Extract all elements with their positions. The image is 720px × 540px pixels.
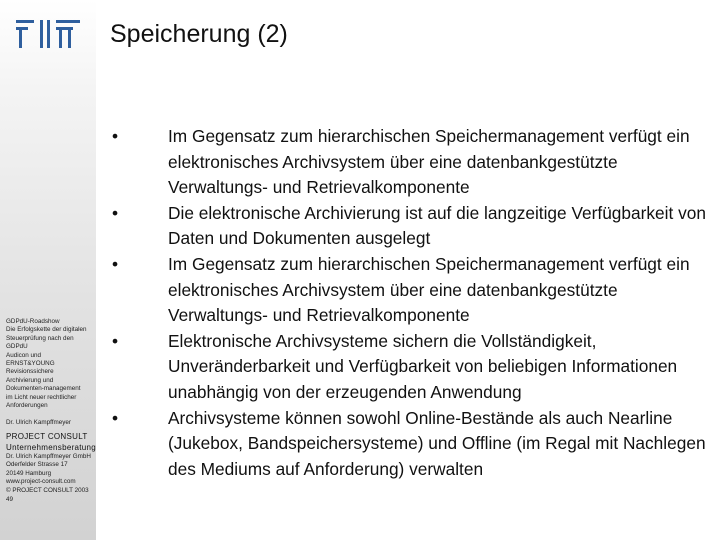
bullet-icon: • <box>112 330 119 351</box>
roadshow-line: GDPdU <box>6 343 28 351</box>
roadshow-block <box>6 318 94 410</box>
pc-logo-icon <box>16 18 80 50</box>
bullet-icon: • <box>112 202 119 223</box>
company-city: 20149 Hamburg <box>6 469 52 477</box>
roadshow-line: Dokumenten-management <box>6 385 81 393</box>
company-website: www.project-consult.com <box>6 478 76 486</box>
bullet-item <box>112 329 712 406</box>
sidebar-info <box>6 318 97 504</box>
slide-title: Speicherung (2) <box>110 20 288 48</box>
bullet-text: Im Gegensatz zum hierarchischen Speichermanagement verfügt ein elektronisches Archivsystem über eine datenbankgestützte Verwaltungs- und Retrievalkomponente <box>168 126 690 198</box>
sidebar <box>0 0 96 540</box>
roadshow-line: im Licht neuer rechtlicher <box>6 393 77 401</box>
roadshow-line: Die Erfolgskette der digitalen <box>6 326 87 334</box>
bullet-icon: • <box>112 126 119 146</box>
author-name: Dr. Ulrich Kampffmeyer <box>6 419 71 427</box>
bullet-item <box>112 406 712 483</box>
bullet-list <box>112 124 712 482</box>
bullet-item <box>112 201 712 252</box>
roadshow-line: Steuerprüfung nach den <box>6 334 74 342</box>
bullet-text: Die elektronische Archivierung ist auf die langzeitige Verfügbarkeit von Daten und Dokumenten ausgelegt <box>168 202 706 249</box>
roadshow-line: ERNST&YOUNG <box>6 360 55 368</box>
roadshow-line: Revisionssichere <box>6 368 54 376</box>
page-number: 49 <box>6 495 14 503</box>
bullet-icon: • <box>112 407 119 428</box>
company-subtitle: Unternehmensberatung <box>6 442 97 452</box>
bullet-item <box>112 124 712 201</box>
roadshow-line: Anforderungen <box>6 402 48 410</box>
bullet-text: Archivsysteme können sowohl Online-Bestände als auch Nearline (Jukebox, Bandspeichersysteme) und Offline (im Regal mit Nachlegen des Mediums auf Anforderung) verwalten <box>168 407 706 479</box>
copyright: © PROJECT CONSULT 2003 <box>6 486 89 494</box>
company-street: Oderfelder Strasse 17 <box>6 461 68 469</box>
bullet-text: Im Gegensatz zum hierarchischen Speichermanagement verfügt ein elektronisches Archivsystem über eine datenbankgestützte Verwaltungs- und Retrievalkomponente <box>168 253 690 326</box>
company-name: PROJECT CONSULT <box>6 431 88 441</box>
roadshow-line: Archivierung und <box>6 376 54 384</box>
roadshow-line: Audicon und <box>6 351 42 359</box>
roadshow-line: GDPdU-Roadshow <box>6 318 60 325</box>
bullet-icon: • <box>112 253 119 274</box>
bullet-text: Elektronische Archivsysteme sichern die Vollständigkeit, Unveränderbarkeit und Verfügbarkeit von beliebigen Informationen unabhängig von der erzeugenden Anwendung <box>168 330 678 402</box>
company-gmbh: Dr. Ulrich Kampffmeyer GmbH <box>6 452 91 460</box>
bullet-item <box>112 252 712 329</box>
